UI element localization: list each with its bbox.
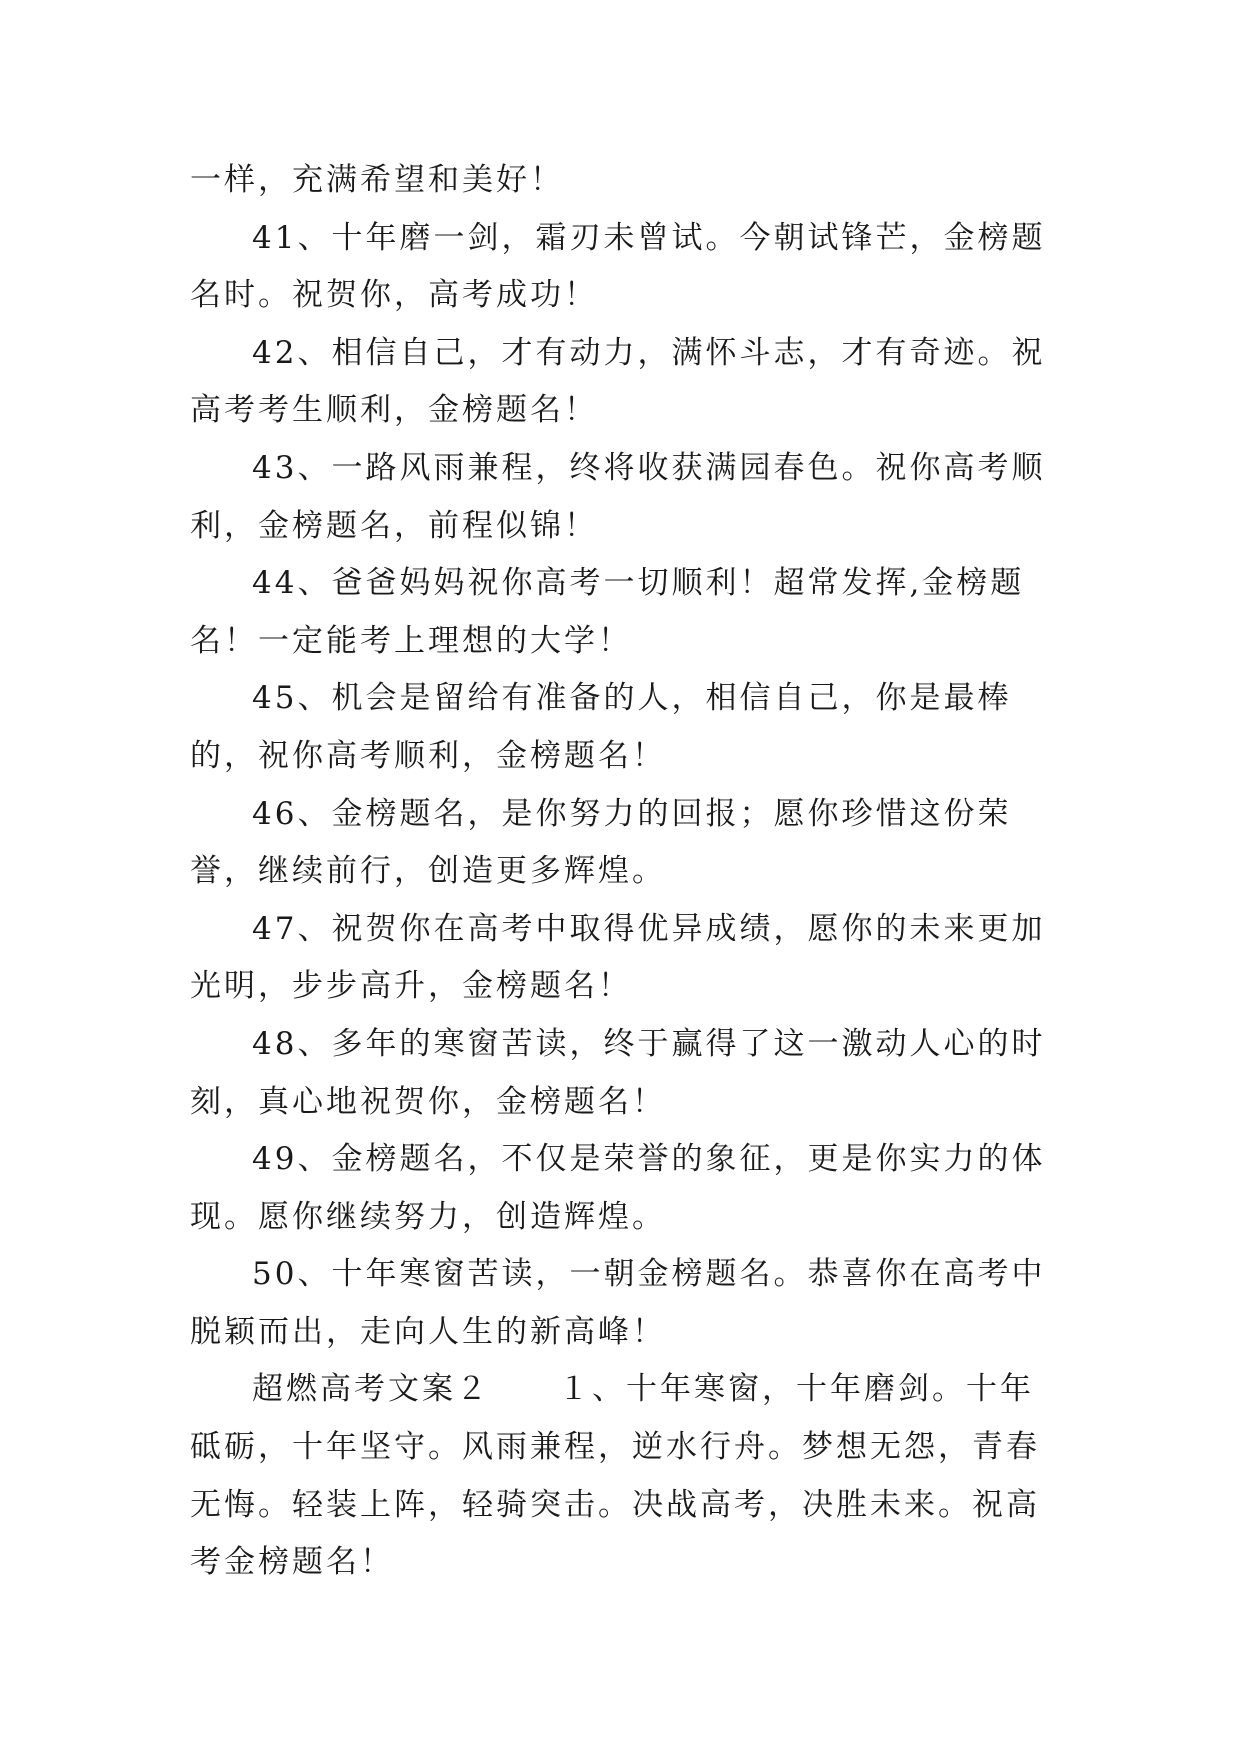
paragraph-section-2: 超燃高考文案２ １、十年寒窗，十年磨剑。十年砥砺，十年坚守。风雨兼程，逆水行舟。梦想无怨，青春无悔。轻装上阵，轻骑突击。决战高考，决胜未来。祝高考金榜题名！: [190, 1371, 1040, 1581]
paragraph-49: 49、金榜题名，不仅是荣誉的象征，更是你实力的体现。愿你继续努力，创造辉煌。: [190, 1141, 1046, 1235]
paragraph-48: 48、多年的寒窗苦读，终于赢得了这一激动人心的时刻，真心地祝贺你，金榜题名！: [190, 1025, 1046, 1120]
paragraph-42: 42、相信自己，才有动力，满怀斗志，才有奇迹。祝高考考生顺利，金榜题名！: [190, 334, 1046, 429]
paragraph-47: 47、祝贺你在高考中取得优异成绩，愿你的未来更加光明，步步高升，金榜题名！: [190, 910, 1046, 1005]
document-body: [190, 152, 1060, 1592]
paragraph-50: 50、十年寒窗苦读，一朝金榜题名。恭喜你在高考中脱颖而出，走向人生的新高峰！: [190, 1256, 1046, 1350]
paragraph-46: 46、金榜题名，是你努力的回报；愿你珍惜这份荣誉，继续前行，创造更多辉煌。: [190, 795, 1012, 890]
paragraph-continued: 一样，充满希望和美好！: [190, 162, 564, 198]
paragraph-45: 45、机会是留给有准备的人，相信自己，你是最棒的，祝你高考顺利，金榜题名！: [190, 680, 1012, 774]
paragraph-43: 43、一路风雨兼程，终将收获满园春色。祝你高考顺利，金榜题名，前程似锦！: [190, 449, 1046, 544]
paragraph-41: 41、十年磨一剑，霜刃未曾试。今朝试锋芒，金榜题名时。祝贺你，高考成功！: [190, 219, 1046, 314]
paragraph-44: 44、爸爸妈妈祝你高考一切顺利！超常发挥,金榜题名！一定能考上理想的大学！: [190, 565, 1025, 659]
